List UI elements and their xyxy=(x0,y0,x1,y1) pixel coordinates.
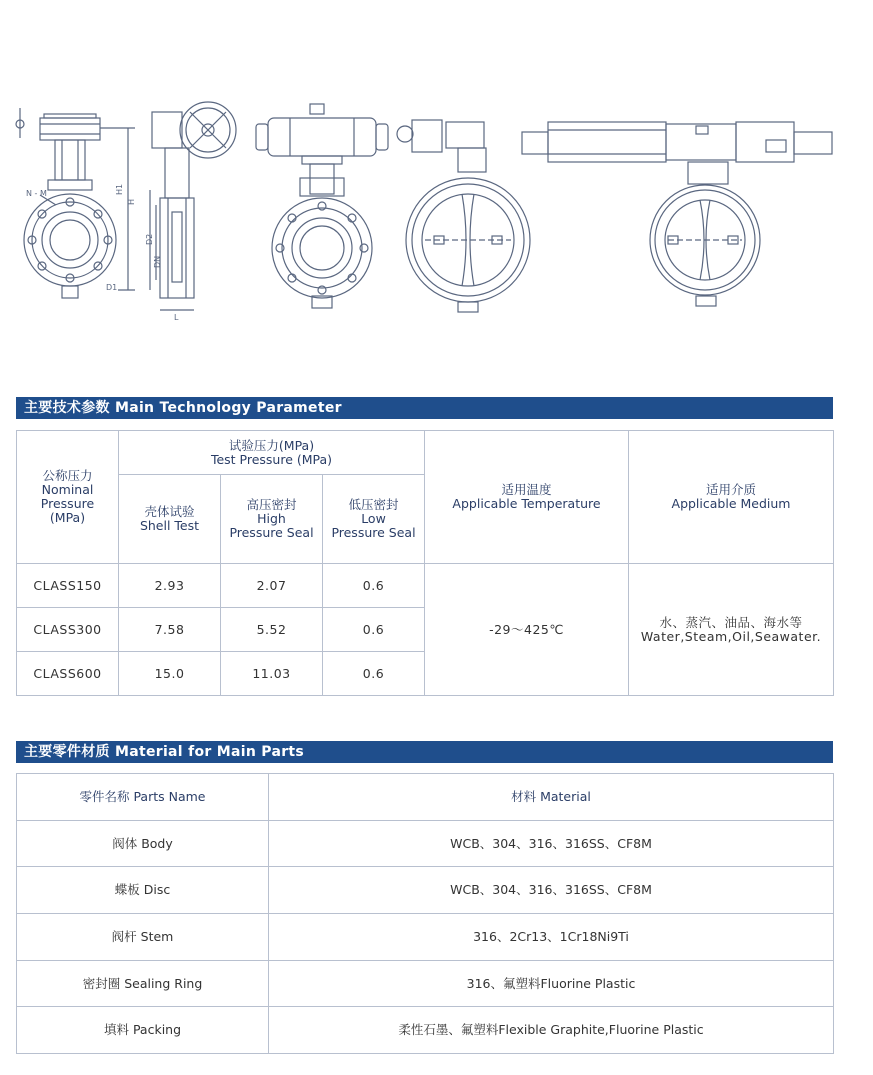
drawing-front-gearbox xyxy=(16,108,135,298)
drawing-side-view xyxy=(150,102,236,310)
table-header-row xyxy=(17,774,834,821)
drawing-electric-large xyxy=(397,120,530,312)
label-nm: N - M xyxy=(26,189,47,198)
medium-header: 适用介质 Applicable Medium xyxy=(629,431,834,564)
label-h: H xyxy=(127,198,136,205)
label-d2: D2 xyxy=(145,233,154,245)
table-row: CLASS600 15.0 11.03 0.6 xyxy=(17,652,834,696)
section-title-materials: 主要零件材质 Material for Main Parts xyxy=(16,741,833,763)
temperature-header: 适用温度 Applicable Temperature xyxy=(425,431,629,564)
table-row: 密封圈 Sealing Ring 316、氟塑料Fluorine Plastic xyxy=(17,961,834,1007)
materials-table xyxy=(16,773,834,1054)
temperature-value: -29～425℃ xyxy=(425,564,629,696)
material-header: 材料 Material xyxy=(269,774,834,821)
table-row: 阀体 Body WCB、304、316、316SS、CF8M xyxy=(17,821,834,867)
shell-test-header: 壳体试验 Shell Test xyxy=(119,475,221,564)
table-row: 填料 Packing 柔性石墨、氟塑料Flexible Graphite,Fluorine Plastic xyxy=(17,1007,834,1054)
drawing-pneumatic-large xyxy=(522,122,832,306)
low-seal-header: 低压密封 Low Pressure Seal xyxy=(323,475,425,564)
label-l: L xyxy=(174,313,179,322)
table-row: CLASS300 7.58 5.52 0.6 xyxy=(17,608,834,652)
drawing-pneumatic-front xyxy=(256,104,388,308)
medium-value: 水、蒸汽、油品、海水等 Water,Steam,Oil,Seawater. xyxy=(629,564,834,696)
label-h1: H1 xyxy=(115,183,124,195)
parts-name-header: 零件名称 Parts Name xyxy=(17,774,269,821)
label-dn: DN xyxy=(153,255,162,268)
section-title-parameters: 主要技术参数 Main Technology Parameter xyxy=(16,397,833,419)
parameter-table xyxy=(16,430,834,696)
table-row: 蝶板 Disc WCB、304、316、316SS、CF8M xyxy=(17,867,834,914)
table-row: 阀杆 Stem 316、2Cr13、1Cr18Ni9Ti xyxy=(17,914,834,961)
label-d1: D1 xyxy=(106,283,118,292)
valve-drawings xyxy=(0,0,873,340)
test-pressure-header: 试验压力(MPa) Test Pressure (MPa) xyxy=(119,431,425,475)
nominal-pressure-header: 公称压力 Nominal Pressure (MPa) xyxy=(17,431,119,564)
high-seal-header: 高压密封 High Pressure Seal xyxy=(221,475,323,564)
table-row: CLASS150 2.93 2.07 0.6 -29～425℃ 水、蒸汽、油品、海水等 Water,Steam,Oil,Seawater. xyxy=(17,564,834,608)
